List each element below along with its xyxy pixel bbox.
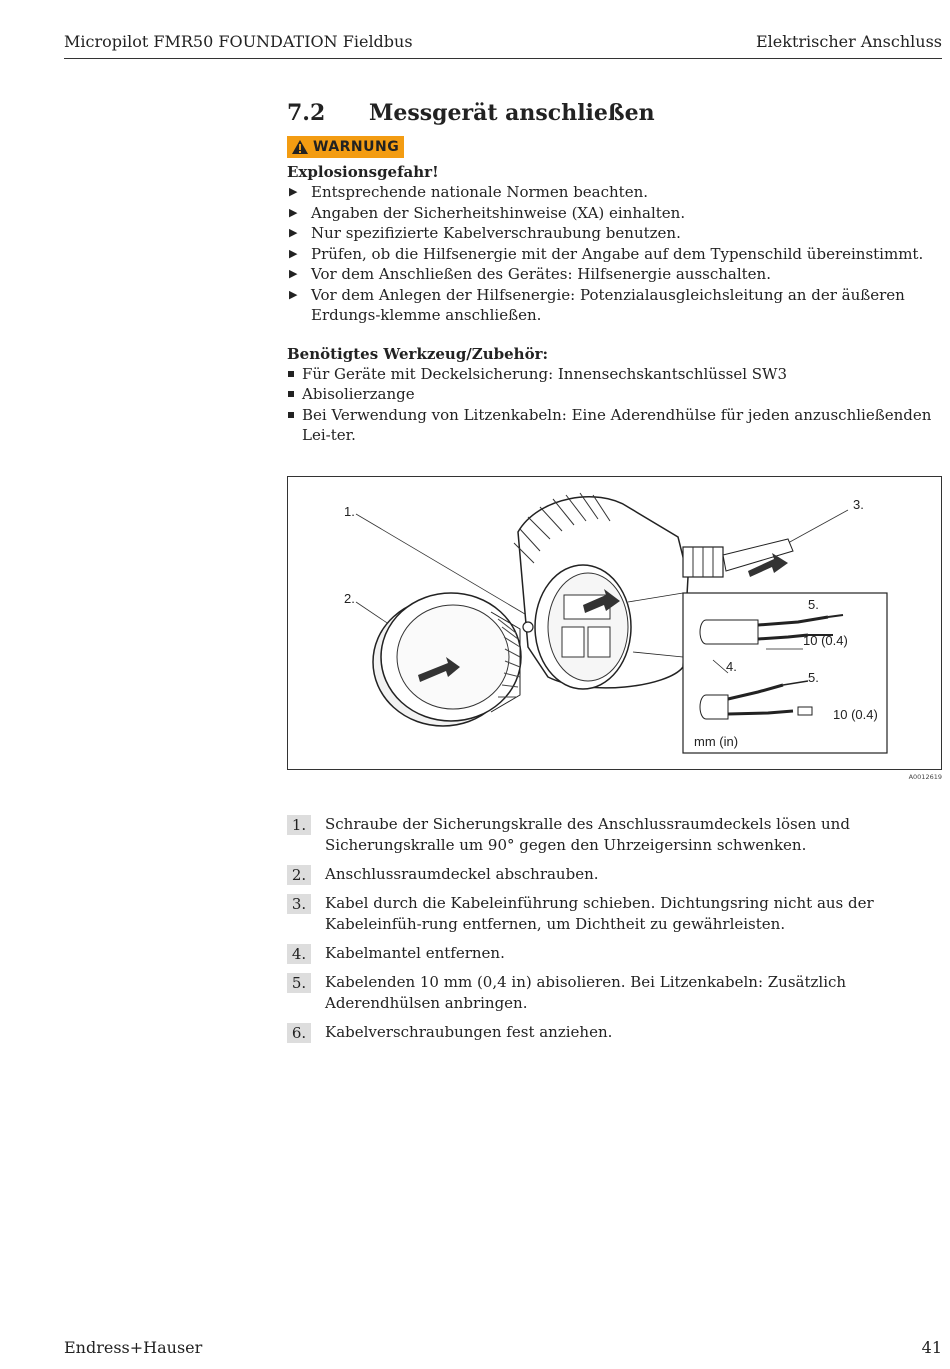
section-title: Messgerät anschließen: [369, 100, 655, 126]
list-item: Für Geräte mit Deckelsicherung: Innensechskantschlüssel SW3: [287, 364, 942, 385]
arrow-right-icon: ▶: [289, 246, 298, 260]
page-number: 41: [921, 1338, 942, 1357]
list-item: ▶ Nur spezifizierte Kabelverschraubung benutzen.: [289, 224, 681, 242]
dimension-label-lower: 10 (0.4): [833, 707, 878, 722]
section-number: 7.2: [287, 100, 326, 126]
arrow-right-icon: ▶: [289, 287, 298, 301]
connection-illustration: [288, 477, 941, 769]
step-number: 6.: [287, 1023, 311, 1043]
connection-figure: [287, 476, 942, 770]
list-item: Abisolierzange: [287, 384, 942, 405]
warning-triangle-icon: [291, 139, 309, 155]
arrow-right-icon: ▶: [289, 205, 298, 219]
header-chapter: Elektrischer Anschluss: [755, 32, 942, 51]
arrow-right-icon: ▶: [289, 185, 298, 198]
figure-label-2: 2.: [344, 591, 355, 606]
step-number: 5.: [287, 973, 311, 993]
step-number: 1.: [287, 815, 311, 835]
warning-badge: [287, 136, 404, 158]
warning-badge-label: WARNUNG: [313, 139, 400, 155]
list-item: ▶ Vor dem Anlegen der Hilfsenergie: Potenzialausgleichsleitung an der äußeren Erdungs-klemme anschließen.: [289, 285, 905, 324]
tools-list: [287, 364, 942, 446]
header-title: Micropilot FMR50 FOUNDATION Fieldbus: [64, 32, 413, 51]
footer-brand: Endress+Hauser: [64, 1338, 203, 1357]
warning-list: [287, 182, 942, 326]
list-item: Bei Verwendung von Litzenkabeln: Eine Aderendhülse für jeden anzuschließenden Lei-ter.: [287, 405, 942, 446]
list-item: ▶ Prüfen, ob die Hilfsenergie mit der Angabe auf dem Typenschild übereinstimmt.: [289, 244, 924, 263]
step-text: Kabelverschraubungen fest anziehen.: [325, 1022, 613, 1041]
step-item: [287, 864, 942, 885]
list-item: ▶ Vor dem Anschließen des Gerätes: Hilfsenergie ausschalten.: [289, 265, 771, 283]
list-item: ▶ Angaben der Sicherheitshinweise (XA) einhalten.: [289, 203, 686, 222]
bullet-square-icon: [288, 371, 294, 377]
section-heading: [287, 96, 942, 130]
step-number: 4.: [287, 944, 311, 964]
tools-title: Benötigtes Werkzeug/Zubehör:: [287, 344, 549, 363]
main-content: [287, 96, 942, 446]
figure-label-4: 4.: [726, 659, 737, 674]
unit-label: mm (in): [694, 734, 739, 749]
step-item: [287, 972, 942, 1013]
dimension-label-upper: 10 (0.4): [803, 633, 848, 648]
step-number: 2.: [287, 865, 311, 885]
figure-label-5b: 5.: [808, 670, 819, 685]
step-list: [287, 814, 942, 1051]
figure-label-1: 1.: [344, 504, 355, 519]
step-text: Schraube der Sicherungskralle des Anschlussraumdeckels lösen und Sicherungskralle um 90° gegen den Uhrzeigersinn schwenken.: [325, 815, 850, 854]
list-item: ▶ Entsprechende nationale Normen beachten.: [289, 183, 649, 201]
step-text: Kabelmantel entfernen.: [325, 943, 505, 962]
figure-id: A0012619: [908, 773, 942, 781]
figure-label-3: 3.: [853, 497, 864, 512]
step-item: [287, 943, 942, 964]
step-item: [287, 893, 942, 934]
page-header: [64, 30, 942, 59]
step-text: Anschlussraumdeckel abschrauben.: [325, 864, 599, 883]
bullet-square-icon: [288, 391, 294, 397]
figure-label-5a: 5.: [808, 597, 819, 612]
arrow-right-icon: ▶: [289, 226, 298, 239]
step-item: [287, 814, 942, 855]
warning-title: Explosionsgefahr!: [287, 163, 439, 181]
step-text: Kabelenden 10 mm (0,4 in) abisolieren. Bei Litzenkabeln: Zusätzlich Aderendhülsen anbringen.: [325, 973, 847, 1012]
step-number: 3.: [287, 894, 311, 914]
arrow-right-icon: ▶: [289, 267, 298, 280]
step-item: [287, 1022, 942, 1043]
bullet-square-icon: [288, 412, 294, 418]
step-text: Kabel durch die Kabeleinführung schieben. Dichtungsring nicht aus der Kabeleinfüh-rung entfernen, um Dichtheit zu gewährleisten.: [325, 894, 874, 933]
housing-cover: [373, 593, 521, 726]
